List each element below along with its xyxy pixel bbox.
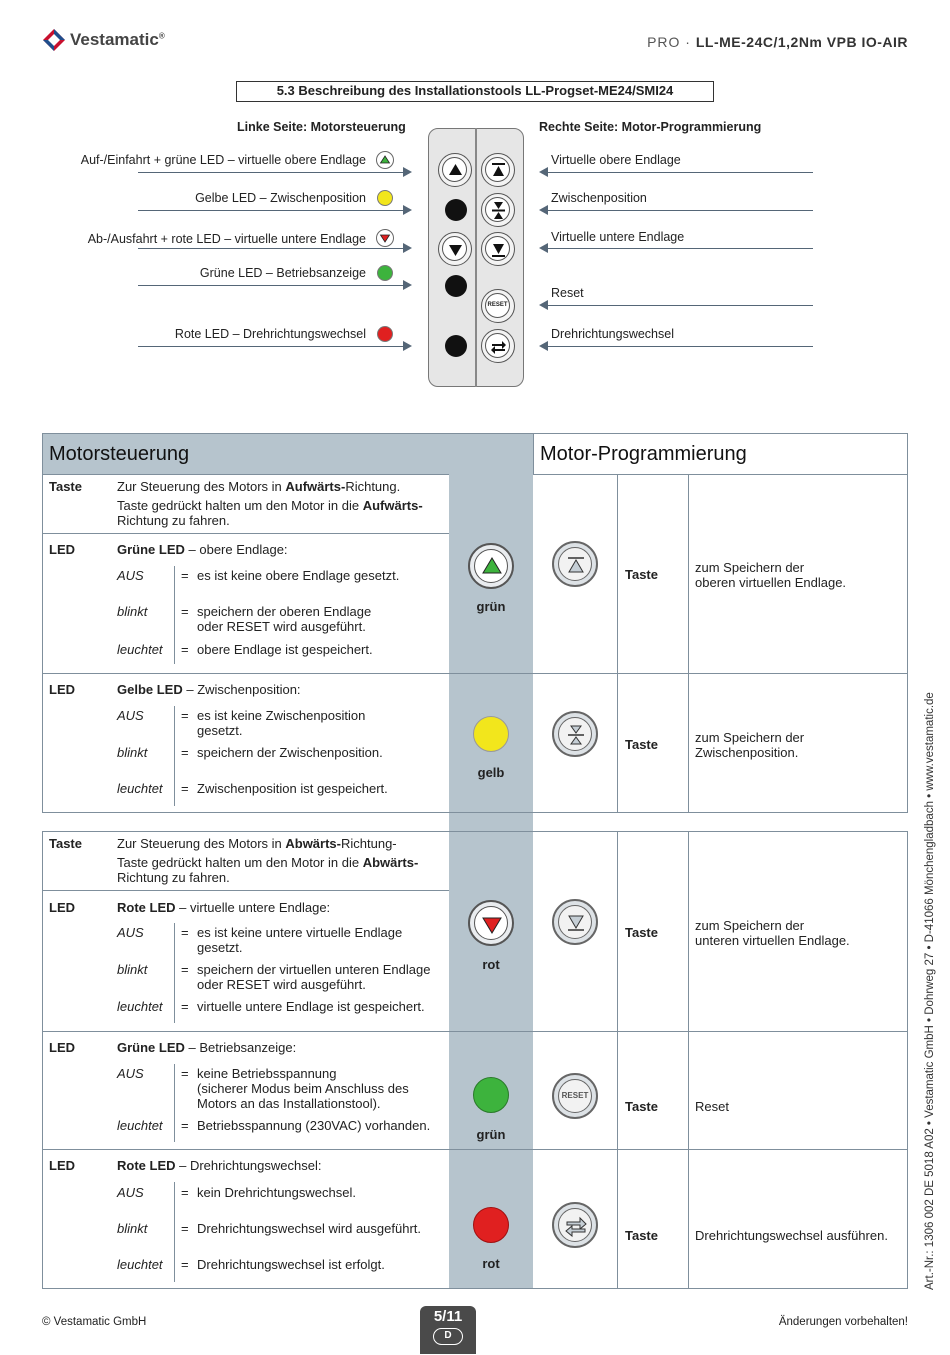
eq-sign: = [181,1066,189,1081]
state-blinkt: blinkt [117,1221,148,1236]
prog-reset-text: Reset [695,1099,729,1114]
small-red-led-icon [377,326,393,342]
yellow-heading [117,682,301,697]
hline-d [42,890,449,891]
right-arrow-3 [541,248,813,249]
color-label-yellow: gelb [477,765,505,780]
right-label-upper: Virtuelle obere Endlage [551,153,681,167]
small-green-led-icon [377,265,393,281]
eq-sign: = [181,962,189,977]
state-leuchtet: leuchtet [117,1118,163,1133]
prog-upper-button [552,541,598,587]
txt-v: – Drehrichtungswechsel: [175,1158,322,1173]
logo-diamond-icon [42,28,66,52]
eq-sign: = [181,568,189,583]
txt-a: Zur Steuerung des Motors in [117,479,286,494]
small-up-green-icon [376,151,394,169]
yellow-blinkt: speichern der Zwischenposition. [197,745,383,760]
eq-sign: = [181,604,189,619]
state-aus: AUS [117,708,144,723]
txt-q: Rote LED [117,900,176,915]
green-op-heading [117,1040,296,1055]
remote-reset-button[interactable] [481,289,515,323]
up-button-green-led [468,543,514,589]
color-label-red: rot [482,957,500,972]
hline-e [42,1031,908,1032]
prog-mid-text: zum Speichern der Zwischenposition. [695,730,805,760]
txt-m: Richtung- [340,836,397,851]
eq-sign: = [181,999,189,1014]
vline-prog-4 [688,831,689,1289]
reset-label: RESET [485,293,510,318]
footer-note: Änderungen vorbehalten! [778,1316,908,1328]
left-arrow-4 [138,285,410,286]
remote-led-yellow [445,199,467,221]
page-number: 5/11 [433,1308,463,1325]
remote-prog-upper-button[interactable] [481,153,515,187]
left-arrow-5 [138,346,410,347]
state-blinkt: blinkt [117,604,148,619]
color-label-red-2: rot [482,1256,500,1271]
red-bottom-leuchtet: virtuelle untere Endlage ist gespeichert. [197,999,425,1014]
txt-d: Taste gedrückt halten um den Motor in die [117,498,363,513]
txt-i: Gelbe LED [117,682,183,697]
state-aus: AUS [117,925,144,940]
green-top-leuchtet: obere Endlage ist gespeichert. [197,642,373,657]
upper-limit-icon [486,158,511,183]
reset-label: RESET [558,1079,592,1113]
txt-g: Grüne LED [117,542,185,557]
txt-p: Richtung zu fahren. [117,870,230,885]
vline-state-2 [174,706,175,806]
page-indicator [420,1306,476,1354]
vline-prog-2 [688,474,689,813]
led-key-red-bottom: LED [49,900,75,915]
red-led [473,1207,509,1243]
led-key-green-op: LED [49,1040,75,1055]
remote-prog-lower-button[interactable] [481,232,515,266]
remote-divider [475,128,477,387]
green-top-aus: es ist keine obere Endlage gesetzt. [197,568,400,583]
section-title: 5.3 Beschreibung des Installationstools LL-Progset-ME24/SMI24 [236,81,714,102]
left-arrow-1 [138,172,410,173]
right-arrow-1 [541,172,813,173]
arrow-up-icon [443,158,468,183]
red-dir-leuchtet: Drehrichtungswechsel ist erfolgt. [197,1257,385,1272]
green-top-blinkt: speichern der oberen Endlage oder RESET wird ausgeführt. [197,604,372,634]
header-divider [533,433,534,474]
prog-dir-text: Drehrichtungswechsel ausführen. [695,1228,888,1243]
left-label-lower: Ab-/Ausfahrt + rote LED – virtuelle untere Endlage [87,232,366,246]
txt-c: Richtung. [345,479,401,494]
txt-o: Abwärts- [362,855,419,870]
state-aus: AUS [117,1185,144,1200]
prog-taste-mid: Taste [625,737,658,752]
small-down-red-icon [376,229,394,247]
brand-logo [42,28,66,52]
right-heading: Rechte Seite: Motor-Programmierung [539,120,762,134]
txt-e: Aufwärts- [362,498,423,513]
left-arrow-3 [138,248,410,249]
swap-direction-icon [486,334,511,359]
table-title-left: Motorsteuerung [49,443,190,465]
right-label-mid: Zwischenposition [551,191,647,205]
prog-taste-dir: Taste [625,1228,658,1243]
left-label-dir: Rote LED – Drehrichtungswechsel [174,327,366,341]
prog-lower-text: zum Speichern der unteren virtuellen Endlage. [695,918,850,948]
eq-sign: = [181,708,189,723]
lower-limit-icon [559,906,593,940]
remote-up-button[interactable] [438,153,472,187]
txt-t: – Betriebsanzeige: [184,1040,297,1055]
prog-direction-button [552,1202,598,1248]
prog-upper-text: zum Speichern der oberen virtuellen Endlage. [695,560,847,590]
state-leuchtet: leuchtet [117,642,163,657]
txt-b: Aufwärts- [285,479,346,494]
led-key-red-dir: LED [49,1158,75,1173]
eq-sign: = [181,1118,189,1133]
upper-limit-icon [559,548,593,582]
brand-name [70,30,165,50]
remote-down-button[interactable] [438,232,472,266]
brand-mark: ® [158,31,165,41]
left-label-upper: Auf-/Einfahrt + grüne LED – virtuelle obere Endlage [80,153,366,167]
taste-down-desc [117,836,442,885]
txt-k: Zur Steuerung des Motors in [117,836,286,851]
product-name: LL-ME-24C/1,2Nm VPB IO-AIR [695,34,908,50]
yellow-aus: es ist keine Zwischenposition gesetzt. [197,708,366,738]
led-key-green-top: LED [49,542,75,557]
remote-led-red [445,335,467,357]
state-aus: AUS [117,1066,144,1081]
language-badge: D [433,1328,463,1345]
eq-sign: = [181,925,189,940]
remote-led-green [445,275,467,297]
yellow-led [473,716,509,752]
prog-taste-reset: Taste [625,1099,658,1114]
left-heading: Linke Seite: Motorsteuerung [237,120,406,134]
vline-state-3 [174,923,175,1023]
right-label-dir: Drehrichtungswechsel [551,327,674,341]
right-arrow-5 [541,346,813,347]
side-article-info: Art.-Nr.: 1306 002 DE 5018 A02 • Vestamatic GmbH • Dohrweg 27 • D-41066 Mönchengladbach • www.vestamatic.de [924,692,936,1290]
vline-state-5 [174,1182,175,1282]
txt-r: – virtuelle untere Endlage: [175,900,331,915]
hline-a [42,474,449,475]
product-prefix: PRO · [647,34,691,50]
brand-text: Vestamatic [70,30,159,49]
state-blinkt: blinkt [117,745,148,760]
prog-lower-button [552,899,598,945]
color-label-green: grün [476,599,506,614]
state-leuchtet: leuchtet [117,781,163,796]
green-op-leuchtet: Betriebsspannung (230VAC) vorhanden. [197,1118,431,1133]
left-label-mid: Gelbe LED – Zwischenposition [195,191,366,205]
hline-c [42,673,908,674]
eq-sign: = [181,1185,189,1200]
red-dir-heading [117,1158,321,1173]
vline-prog-3 [617,831,618,1289]
right-arrow-4 [541,305,813,306]
right-header-line [533,474,908,475]
eq-sign: = [181,781,189,796]
eq-sign: = [181,642,189,657]
product-title [647,34,908,50]
mid-position-icon [486,198,511,223]
red-bottom-aus: es ist keine untere virtuelle Endlage gesetzt. [197,925,403,955]
arrow-down-icon [443,237,468,262]
vline-state-4 [174,1064,175,1142]
green-top-heading [117,542,288,557]
prog-mid-button [552,711,598,757]
remote-direction-button[interactable] [481,329,515,363]
left-arrow-2 [138,210,410,211]
state-aus: AUS [117,568,144,583]
prog-taste-lower: Taste [625,925,658,940]
color-label-green-2: grün [476,1127,506,1142]
left-label-op: Grüne LED – Betriebsanzeige [199,266,366,280]
green-op-aus: keine Betriebsspannung (sicherer Modus beim Anschluss des Motors an das Installationstool). [197,1066,409,1111]
txt-n: Taste gedrückt halten um den Motor in die [117,855,363,870]
footer-copyright: © Vestamatic GmbH [42,1316,147,1328]
right-label-lower: Virtuelle untere Endlage [551,230,685,244]
vline-state-1 [174,566,175,664]
arrow-down-red-icon [475,907,509,941]
txt-f: Richtung zu fahren. [117,513,230,528]
vline-prog-1 [617,474,618,813]
red-bottom-heading [117,900,330,915]
red-dir-blinkt: Drehrichtungswechsel wird ausgeführt. [197,1221,421,1236]
red-bottom-blinkt: speichern der virtuellen unteren Endlage oder RESET wird ausgeführt. [197,962,431,992]
state-leuchtet: leuchtet [117,1257,163,1272]
right-arrow-2 [541,210,813,211]
taste-key-up: Taste [49,479,82,494]
hline-f [42,1149,908,1150]
green-led [473,1077,509,1113]
table-title-right: Motor-Programmierung [540,443,747,465]
led-key-yellow: LED [49,682,75,697]
lower-limit-icon [486,237,511,262]
txt-h: – obere Endlage: [184,542,288,557]
prog-reset-button [552,1073,598,1119]
txt-l: Abwärts- [285,836,341,851]
arrow-up-green-icon [475,550,509,584]
state-blinkt: blinkt [117,962,148,977]
taste-up-desc [117,479,442,528]
eq-sign: = [181,1221,189,1236]
red-dir-aus: kein Drehrichtungswechsel. [197,1185,356,1200]
eq-sign: = [181,745,189,760]
prog-taste-upper: Taste [625,567,658,582]
txt-s: Grüne LED [117,1040,185,1055]
hline-b [42,533,449,534]
taste-key-down: Taste [49,836,82,851]
swap-direction-icon [559,1209,593,1243]
state-leuchtet: leuchtet [117,999,163,1014]
remote-prog-mid-button[interactable] [481,193,515,227]
txt-j: – Zwischenposition: [182,682,301,697]
yellow-leuchtet: Zwischenposition ist gespeichert. [197,781,388,796]
small-yellow-led-icon [377,190,393,206]
eq-sign: = [181,1257,189,1272]
txt-u: Rote LED [117,1158,176,1173]
right-label-reset: Reset [551,286,584,300]
mid-position-icon [559,718,593,752]
down-button-red-led [468,900,514,946]
